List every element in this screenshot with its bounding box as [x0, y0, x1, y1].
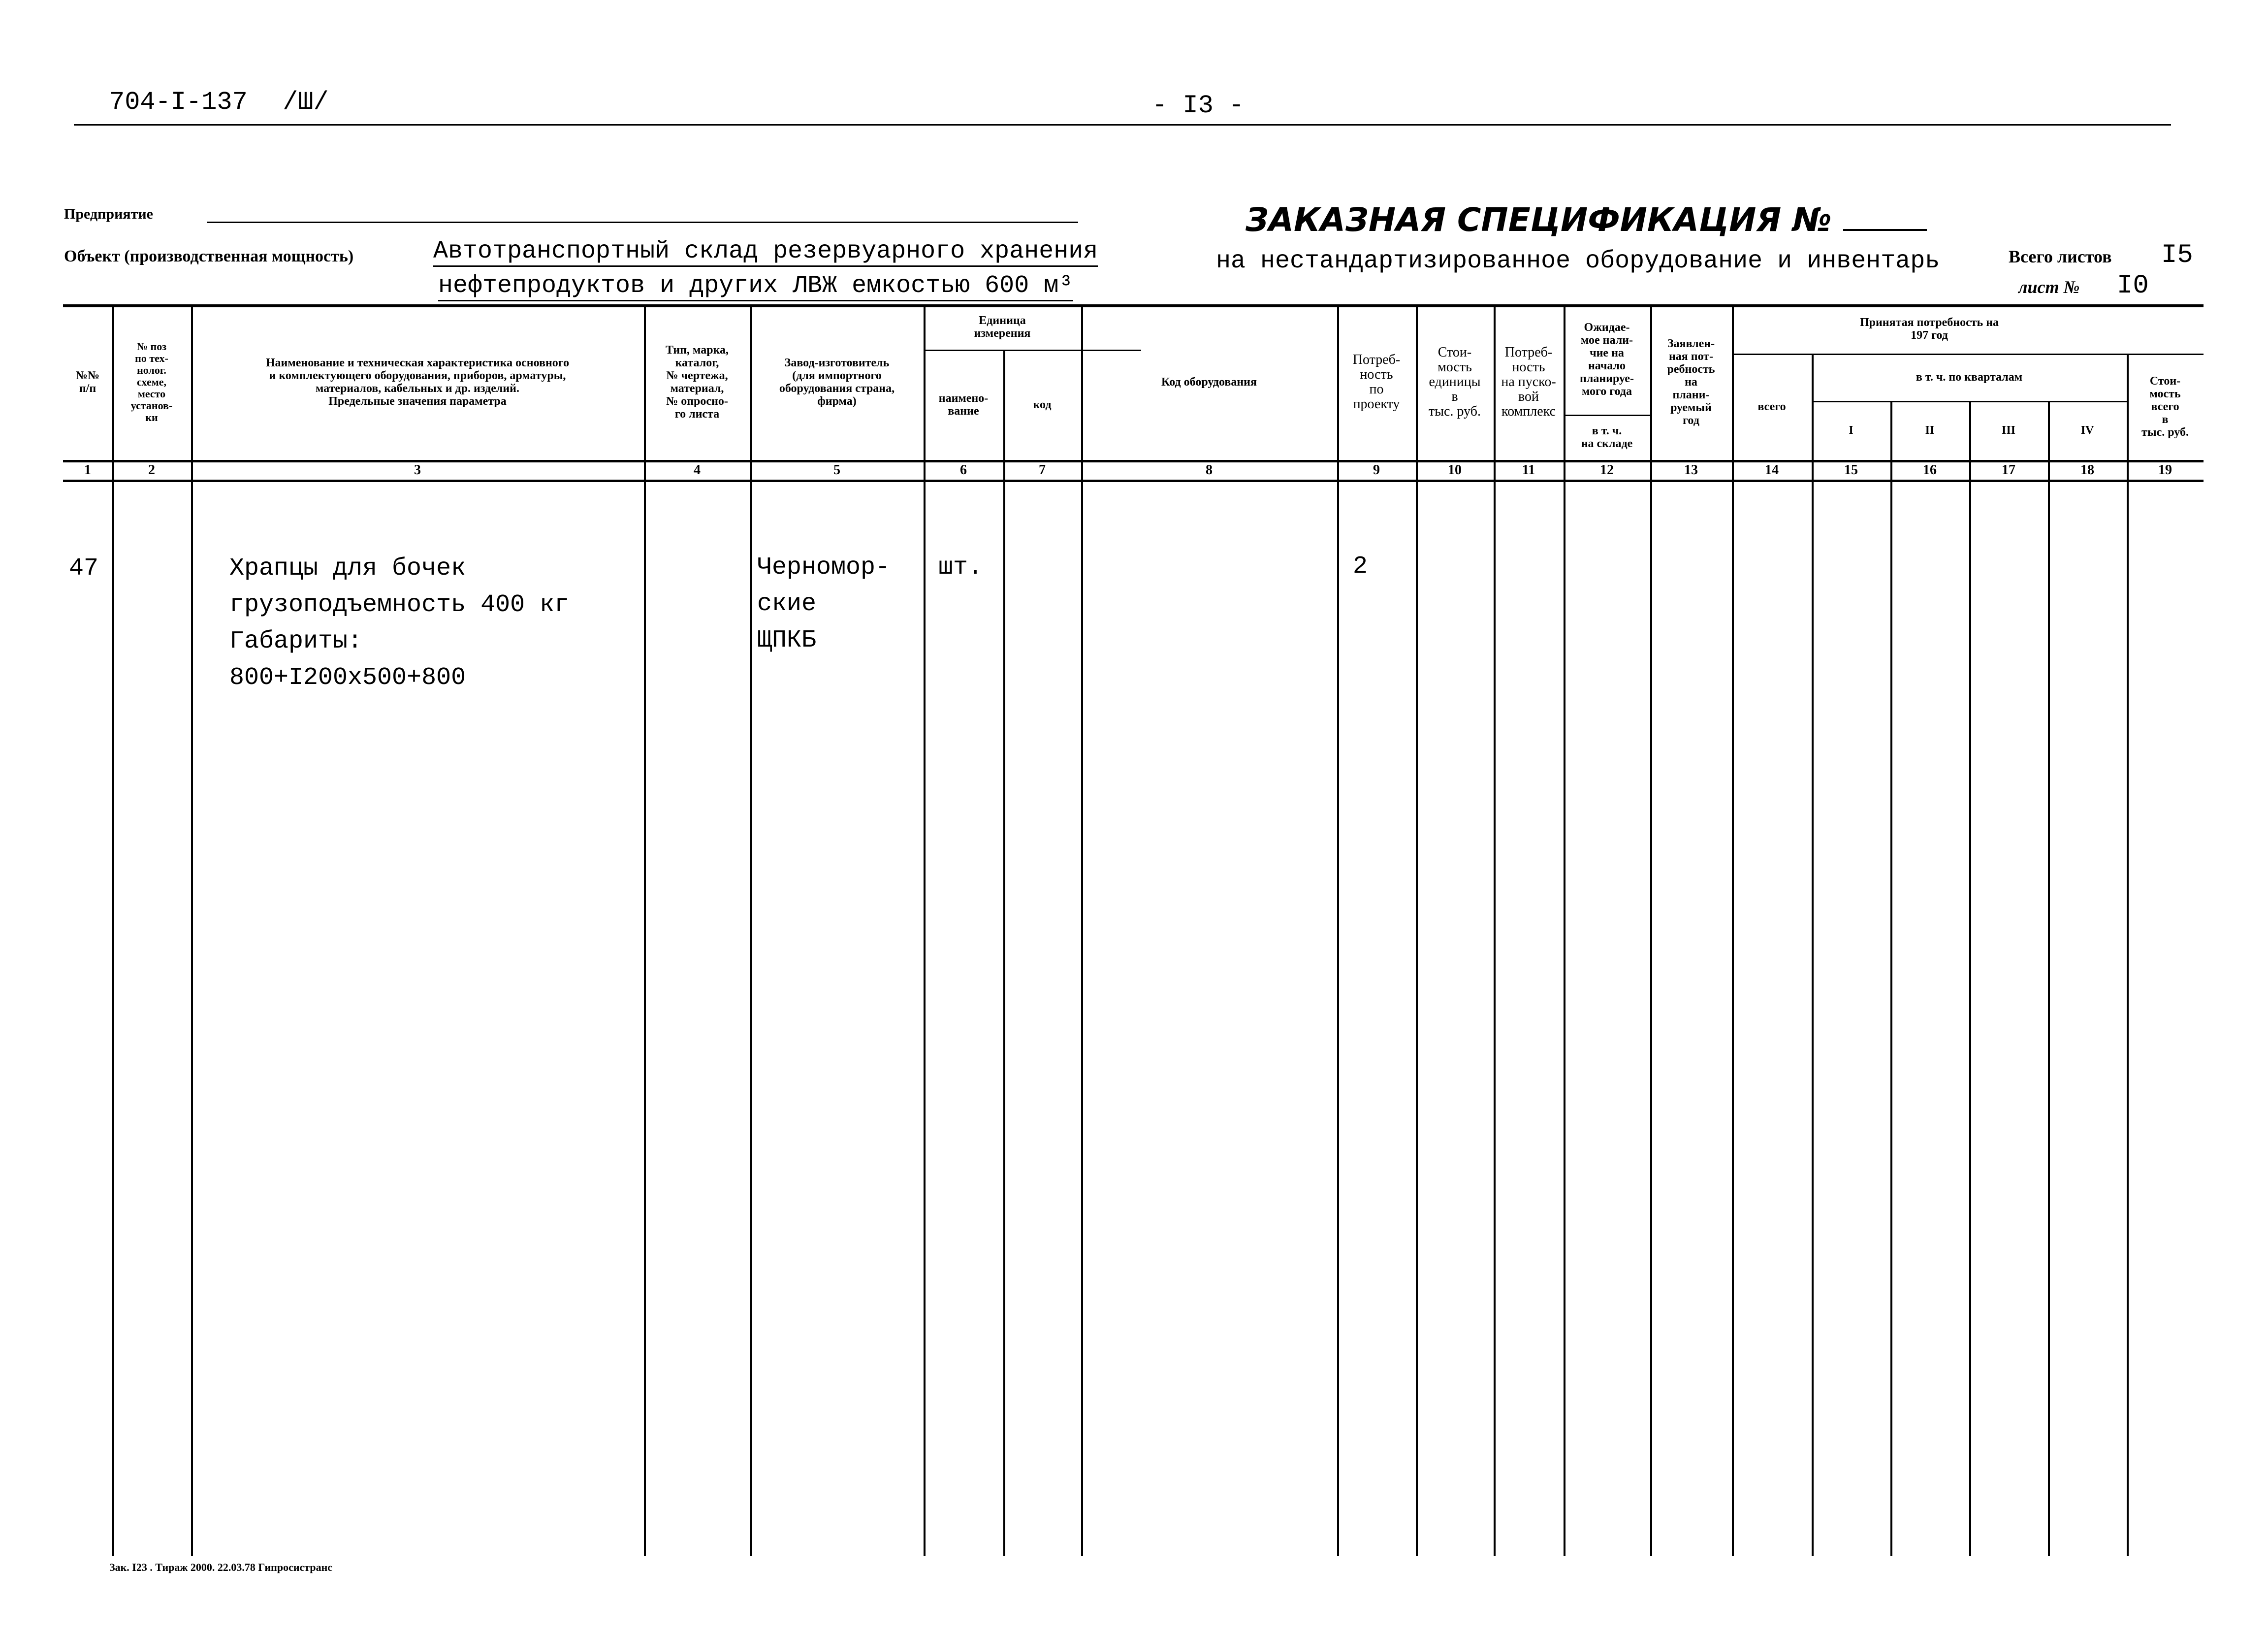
column-number-3: 3 [414, 462, 421, 478]
spec-number-line [1843, 229, 1927, 231]
header-unit-name: наимено- вание [938, 392, 989, 418]
enterprise-label: Предприятие [64, 206, 153, 222]
spec-title-text: ЗАКАЗНАЯ СПЕЦИФИКАЦИЯ № [1246, 201, 1832, 239]
numbers-bottom-rule [63, 480, 2204, 482]
col-divider-7-8 [1081, 304, 1083, 1556]
row-item-name: Храпцы для бочек грузоподъемность 400 кг Габариты: 800+I200x500+800 [229, 554, 570, 692]
column-number-17: 17 [2002, 462, 2015, 478]
row-quantity: 2 [1353, 553, 1368, 581]
specification-table [63, 304, 2204, 1556]
sheet-label: лист № [2018, 277, 2080, 297]
col-divider-1-2 [112, 304, 114, 1556]
column-number-6: 6 [960, 462, 967, 478]
column-number-13: 13 [1684, 462, 1698, 478]
total-sheets-value: I5 [2161, 240, 2193, 270]
col-divider-18-19 [2127, 354, 2129, 1556]
row-manufacturer: Черномор- ские ЩПКБ [757, 554, 891, 654]
header-equipment-code: Код оборудования [1161, 376, 1257, 389]
col-divider-4-5 [750, 304, 752, 1556]
total-sheets-label: Всего листов [2009, 247, 2112, 266]
column-number-16: 16 [1923, 462, 1937, 478]
header-npp: №№ п/п [75, 369, 100, 395]
col-divider-6-7 [1003, 350, 1005, 1556]
col-divider-5-6 [924, 304, 926, 1556]
header-quarter-4: IV [2080, 424, 2094, 437]
column-number-10: 10 [1448, 462, 1462, 478]
object-label: Объект (производственная мощность) [64, 247, 354, 265]
header-type: Тип, марка, каталог, № чертежа, материал, № опросно- го листа [665, 344, 729, 421]
header-manufacturer: Завод-изготовитель (для импортного оборудования страна, фирма) [779, 357, 895, 408]
col-divider-11-12 [1564, 304, 1565, 1556]
object-line2-text: нефтепродуктов и других ЛВЖ емкостью 600 м³ [438, 272, 1073, 301]
document-code [109, 88, 329, 117]
spec-title [1246, 201, 1927, 239]
column-number-15: 15 [1844, 462, 1858, 478]
object-value-line2 [438, 272, 1073, 301]
column-number-14: 14 [1765, 462, 1779, 478]
column-number-7: 7 [1039, 462, 1046, 478]
header-unit-code: код [1033, 398, 1052, 411]
column-number-11: 11 [1522, 462, 1535, 478]
enterprise-field-line [207, 222, 1078, 223]
header-quarter-3: III [2001, 424, 2016, 437]
col-divider-2-3 [191, 304, 193, 1556]
header-quarters-group: в т. ч. по кварталам [1916, 371, 2023, 384]
header-expected-stock: Ожидае- мое нали- чие на начало планируе- мого года [1580, 321, 1634, 398]
spec-subtitle: на нестандартизированное оборудование и инвентарь [1216, 247, 1940, 275]
col-divider-10-11 [1494, 304, 1496, 1556]
header-in-warehouse: в т. ч. на складе [1581, 424, 1633, 450]
top-rule [74, 124, 2171, 126]
object-value-line1 [433, 237, 1098, 267]
object-line1-text: Автотранспортный склад резервуарного хранения [433, 237, 1098, 267]
col-divider-13-14 [1732, 304, 1734, 1556]
column-number-2: 2 [148, 462, 155, 478]
column-number-9: 9 [1373, 462, 1380, 478]
header-total: всего [1757, 400, 1786, 413]
header-name: Наименование и техническая характеристика основного и комплектующего оборудования, приборов, арматуры, материалов, кабельных и др. изделий. Предельные значения параметра [265, 357, 570, 408]
column-number-19: 19 [2158, 462, 2172, 478]
header-unit-group: Единица измерения [974, 314, 1031, 340]
column-number-12: 12 [1600, 462, 1614, 478]
header-need-by-project: Потреб- ность по проекту [1352, 352, 1401, 412]
col-divider-16-17 [1969, 401, 1971, 1556]
header-unit-cost: Стои- мость единицы в тыс. руб. [1429, 345, 1481, 419]
page-number: - I3 - [1152, 91, 1245, 120]
col-divider-12-13 [1650, 304, 1652, 1556]
header-position: № поз по тех- нолог. схеме, место установ- ки [130, 340, 173, 424]
col-divider-8-9 [1337, 304, 1339, 1556]
document-code-suffix: /Ш/ [283, 88, 329, 117]
column-number-18: 18 [2080, 462, 2094, 478]
header-startup-need: Потреб- ность на пуско- вой комплекс [1501, 345, 1556, 419]
col-divider-17-18 [2048, 401, 2050, 1556]
row-npp: 47 [69, 554, 99, 583]
col-divider-14-15 [1812, 354, 1814, 1556]
document-code-number: 704-I-137 [109, 88, 248, 117]
col-divider-15-16 [1890, 401, 1892, 1556]
column-number-1: 1 [84, 462, 91, 478]
col-divider-3-4 [644, 304, 646, 1556]
column-number-4: 4 [694, 462, 701, 478]
header-quarter-2: II [1925, 424, 1935, 437]
row-unit: шт. [938, 554, 983, 582]
column-number-8: 8 [1206, 462, 1213, 478]
print-imprint: Зак. I23 . Тираж 2000. 22.03.78 Гипросистранс [109, 1561, 333, 1573]
column-number-5: 5 [833, 462, 840, 478]
header-accepted-group: Принятая потребность на 197 год [1859, 316, 1999, 342]
header-quarter-1: I [1849, 424, 1853, 437]
header-total-cost: Стои- мость всего в тыс. руб. [2141, 375, 2189, 439]
header-declared-need: Заявлен- ная пот- ребность на плани- руемый год [1667, 337, 1715, 427]
sheet-value: I0 [2117, 271, 2149, 301]
col-divider-9-10 [1416, 304, 1418, 1556]
